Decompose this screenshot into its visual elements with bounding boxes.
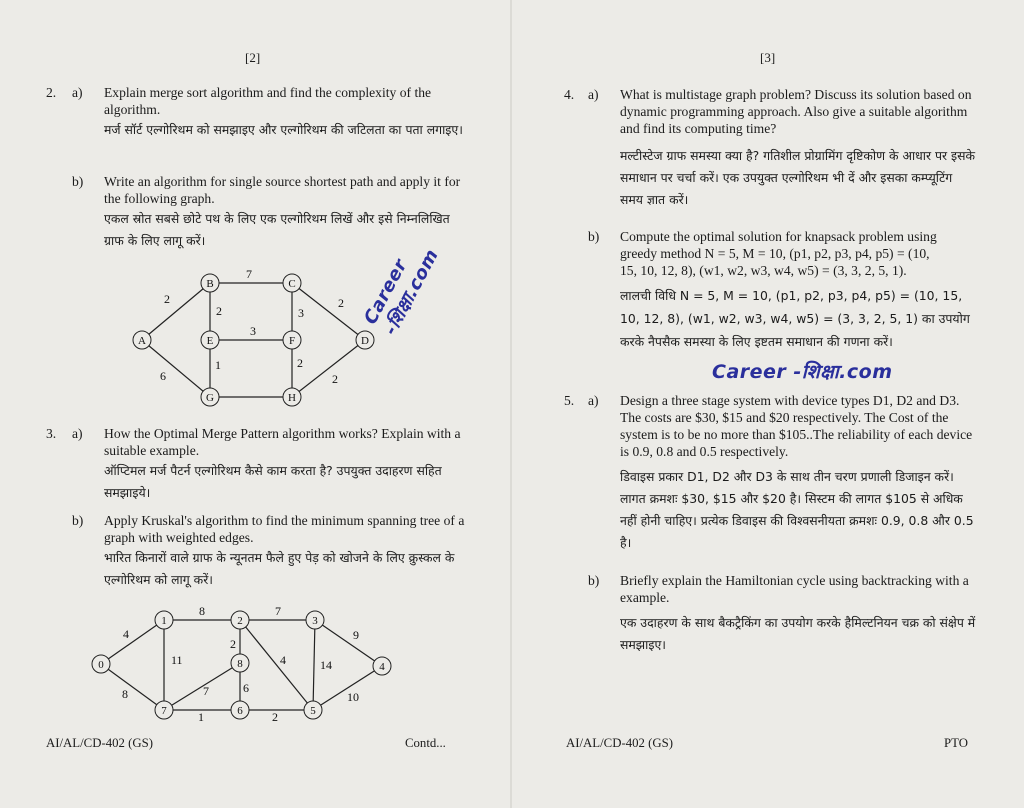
svg-text:2: 2: [237, 615, 243, 627]
graph-node: [231, 611, 249, 629]
edge-weight: 9: [353, 628, 359, 642]
svg-text:1: 1: [161, 615, 167, 627]
edge-weight: 14: [320, 658, 332, 672]
edge-weight: 2: [272, 710, 278, 724]
graph-node: [304, 701, 322, 719]
svg-text:F: F: [288, 335, 296, 347]
question-number: 3.: [46, 426, 57, 441]
graph-node: [283, 388, 301, 406]
footer-code: AI/AL/CD-402 (GS): [46, 736, 153, 750]
question-2b-english: Write an algorithm for single source shortest path and apply it for the following graph.: [104, 174, 461, 206]
question-4b-hindi-line2: 10, 12, 8), (w1, w2, w3, w4, w5) = (3, 3, 2, 5, 1) का उपयोग: [620, 311, 970, 326]
edge-weight: 7: [203, 684, 209, 698]
question-4b-english-line2: 15, 10, 12, 8), (w1, w2, w3, w4, w5) = (3, 3, 2, 5, 1).: [620, 263, 907, 278]
edge-weight: 7: [246, 267, 252, 281]
graph-node: [356, 331, 374, 349]
edge-weight: 4: [123, 627, 129, 641]
graph-diagram-kruskal: [85, 603, 400, 728]
edge-weight: 6: [160, 369, 166, 383]
graph-node: [133, 331, 151, 349]
question-number: 4.: [564, 87, 575, 102]
svg-text:8: 8: [237, 658, 243, 670]
svg-text:0: 0: [98, 659, 104, 671]
edge-weight: 2: [332, 372, 338, 386]
edge-weight: 2: [216, 304, 222, 318]
edge-weight: 1: [215, 358, 221, 372]
svg-text:6: 6: [237, 705, 243, 717]
question-5a-english: Design a three stage system with device types D1, D2 and D3. The costs are $30, $15 and $20 respectively. The Cost of the system is to be no more than $105..The reliability of each device is 0.9, 0.8 and 0.5 respectively.: [620, 393, 973, 459]
question-2a-hindi: मर्ज सॉर्ट एल्गोरिथम को समझाइए और एल्गोरिथम की जटिलता का पता लगाइए।: [104, 122, 463, 137]
edge-weight: 8: [199, 604, 205, 618]
edge-weight: 3: [250, 324, 256, 338]
part-label: b): [588, 573, 600, 588]
question-4b-hindi-line3: करके नैपसैक समस्या के लिए इष्टतम समाधान की गणना करें।: [620, 334, 893, 349]
edge-weight: 3: [298, 306, 304, 320]
graph-node: [231, 654, 249, 672]
graph-node: [201, 331, 219, 349]
svg-text:D: D: [361, 335, 369, 347]
edge-weight: 10: [347, 690, 359, 704]
question-4a-hindi: मल्टीस्टेज ग्राफ समस्या क्या है? गतिशील प्रोग्रामिंग दृष्टिकोण के आधार पर इसके समाधान पर चर्चा करें। एक उपयुक्त एल्गोरिथम भी दें और इसका कम्प्यूटिंग समय ज्ञात करें।: [620, 148, 975, 207]
part-label: b): [588, 229, 600, 244]
svg-text:B: B: [206, 278, 214, 290]
question-3a-english: How the Optimal Merge Pattern algorithm works? Explain with a suitable example.: [104, 426, 461, 458]
question-number: 5.: [564, 393, 575, 408]
page-number: [2]: [245, 50, 261, 65]
svg-text:E: E: [206, 335, 214, 347]
right-page: [512, 0, 1024, 808]
edge-weight: 8: [122, 687, 128, 701]
part-label: a): [588, 87, 599, 102]
graph-node: [283, 274, 301, 292]
part-label: b): [72, 513, 84, 528]
svg-text:4: 4: [379, 661, 385, 673]
graph-node: [201, 274, 219, 292]
question-5b-hindi: एक उदाहरण के साथ बैकट्रैकिंग का उपयोग करके हैमिल्टनियन चक्र को संक्षेप में समझाइए।: [620, 615, 976, 652]
graph-diagram-shortest-path: [120, 265, 390, 415]
watermark: Career -शिक्षा.com: [712, 361, 893, 383]
edge-weight: 2: [230, 637, 236, 651]
edge-weight: 2: [164, 292, 170, 306]
question-4b-english-line1: Compute the optimal solution for knapsack problem using greedy method N = 5, M = 10, (p1, p2, p3, p4, p5) = (10,: [620, 229, 937, 261]
svg-text:5: 5: [310, 705, 316, 717]
svg-text:A: A: [138, 335, 146, 347]
svg-text:H: H: [288, 392, 296, 404]
question-4b-hindi-line1: लालची विधि N = 5, M = 10, (p1, p2, p3, p4, p5) = (10, 15,: [620, 288, 963, 303]
edge-weight: 4: [280, 653, 286, 667]
graph-node: [155, 701, 173, 719]
svg-text:C: C: [288, 278, 296, 290]
part-label: a): [72, 426, 83, 441]
question-2b-hindi: एकल स्रोत सबसे छोटे पथ के लिए एक एल्गोरिथम लिखें और इसे निम्नलिखित ग्राफ के लिए लागू करें।: [104, 211, 450, 248]
page-number: [3]: [760, 50, 776, 65]
footer-pto: PTO: [944, 736, 968, 750]
graph-node: [201, 388, 219, 406]
graph-node: [92, 655, 110, 673]
question-3a-hindi: ऑप्टिमल मर्ज पैटर्न एल्गोरिथम कैसे काम करता है? उपयुक्त उदाहरण सहित समझाइये।: [104, 463, 442, 500]
question-3b-english: Apply Kruskal's algorithm to find the minimum spanning tree of a graph with weighted edges.: [104, 513, 465, 545]
question-4a-english: What is multistage graph problem? Discuss its solution based on dynamic programming approach. Also give a suitable algorithm and find its computing time?: [620, 87, 972, 136]
graph-node: [231, 701, 249, 719]
question-3b-hindi: भारित किनारों वाले ग्राफ के न्यूनतम फैले हुए पेड़ को खोजने के लिए क्रुस्कल के एल्गोरिथम को लागू करें।: [104, 550, 455, 587]
graph-node: [373, 657, 391, 675]
watermark: Career -शिक्षा.com: [360, 245, 444, 339]
part-label: a): [72, 85, 83, 100]
question-5a-hindi: डिवाइस प्रकार D1, D2 और D3 के साथ तीन चरण प्रणाली डिजाइन करें। लागत क्रमशः $30, $15 और $20 है। सिस्टम की लागत $105 से अधिक नहीं होनी चाहिए। प्रत्येक डिवाइस की विश्वसनीयता क्रमशः 0.9, 0.8 और 0.5 है।: [620, 469, 974, 550]
edge-weight: 2: [338, 296, 344, 310]
footer-contd: Contd...: [405, 736, 446, 750]
edge-weight: 2: [297, 356, 303, 370]
svg-text:7: 7: [161, 705, 167, 717]
edge-weight: 7: [275, 604, 281, 618]
left-page: [0, 0, 510, 808]
graph-node: [283, 331, 301, 349]
svg-text:3: 3: [312, 615, 318, 627]
svg-text:G: G: [206, 392, 214, 404]
question-number: 2.: [46, 85, 57, 100]
footer-code: AI/AL/CD-402 (GS): [566, 736, 673, 750]
edge-weight: 6: [243, 681, 249, 695]
graph-node: [306, 611, 324, 629]
graph-node: [155, 611, 173, 629]
question-2a-english: Explain merge sort algorithm and find the complexity of the algorithm.: [104, 85, 432, 117]
edge-weight: 11: [171, 653, 183, 667]
part-label: a): [588, 393, 599, 408]
question-5b-english: Briefly explain the Hamiltonian cycle using backtracking with a example.: [620, 573, 969, 605]
part-label: b): [72, 174, 84, 189]
edge-weight: 1: [198, 710, 204, 724]
